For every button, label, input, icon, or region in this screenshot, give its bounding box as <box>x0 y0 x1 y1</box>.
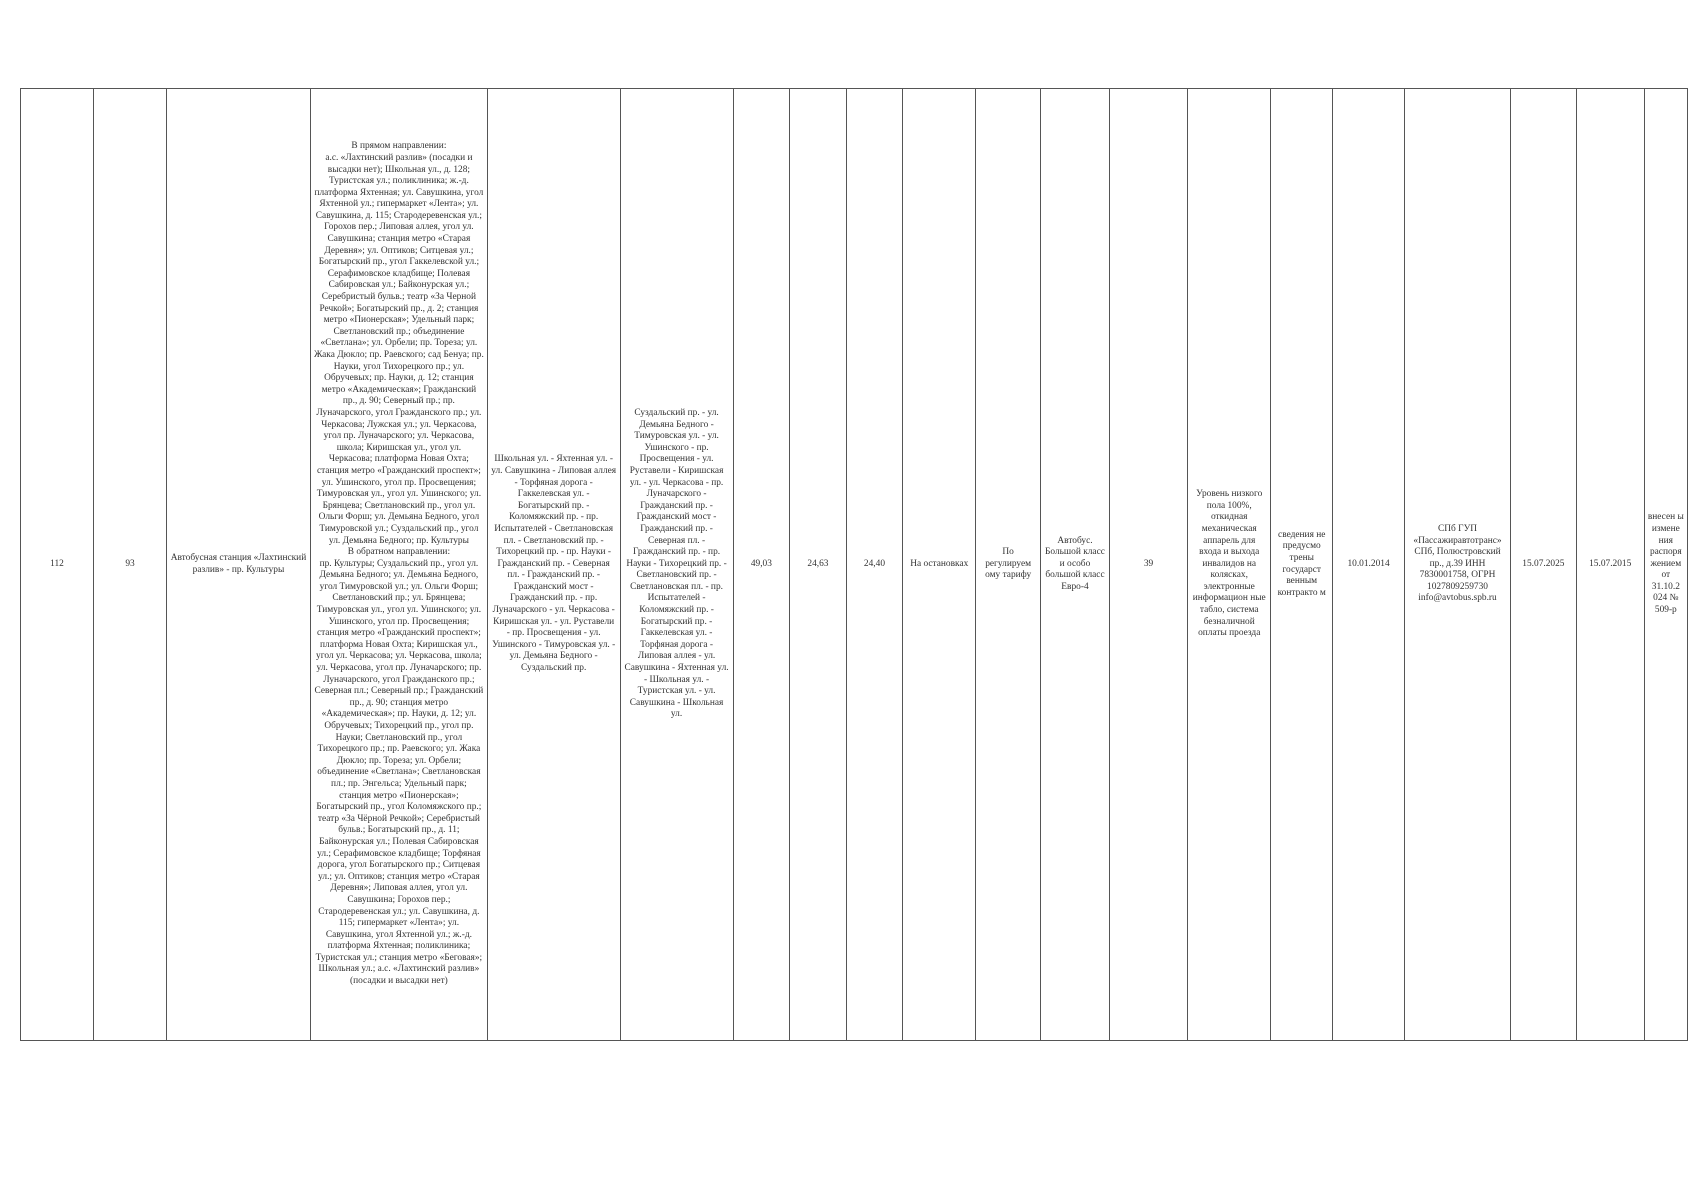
table-row <box>21 89 1688 1041</box>
route-registry-table <box>20 88 1688 1041</box>
registration-number-cell: 112 <box>21 89 94 1041</box>
vehicle-type-cell: Автобус. Большой класс и особо большой класс Евро-4 <box>1041 89 1110 1041</box>
stops-backward-heading: В обратном направлении: <box>347 547 451 558</box>
stop-order-cell: На остановках <box>903 89 976 1041</box>
stops-forward-text: а.с. «Лахтинский разлив» (посадки и высадки нет); Школьная ул., д. 128; Туристская ул.; поликлиника; ж.-д. платформа Яхтенная; ул. Савушкина, угол Яхтенной ул.; гипермаркет «Лента»; ул. Савушкина, д. 115; Стародеревенская ул.; Горохов пер.; Липовая аллея, угол ул. Савушкина; станция метро «Старая Деревня»; ул. Оптиков; Ситцевая ул.; Богатырский пр., угол Гаккелевской ул.; Серафимовское кладбище; Полевая Сабировская ул.; Байконурская ул.; Серебристый бульв.; театр «За Черной Речкой»; Богатырский пр., д. 2; станция метро «Пионерская»; Удельный парк; Светлановский пр.; объединение «Светлана»; ул. Орбели; пр. Тореза; ул. Жака Дюкло; пр. Раевского; сад Бенуа; пр. Науки, угол Тихорецкого пр.; ул. Обручевых; пр. Науки, д. 12; станция метро «Академическая»; Гражданский пр., д. 90; Северный пр.; пр. Луначарского, угол Гражданского пр.; ул. Черкасова; Лужская ул.; ул. Черкасова, угол пр. Луначарского; ул. Черкасова, школа; Киришская ул., угол ул. Черкасова; платформа Новая Охта; станция метро «Гражданский проспект»; ул. Ушинского, угол пр. Просвещения; Тимуровская ул., угол ул. Ушинского; ул. Брянцева; Светлановский пр., угол ул. Ольги Форш; ул. Демьяна Бедного, угол Тимуровской ул.; Суздальский пр., угол ул. Демьяна Бедного; пр. Культуры <box>313 152 484 546</box>
stops-cell <box>310 89 487 1041</box>
notes-cell: внесен ы измене ния распоря жением от 31.10.2 024 № 509-р <box>1644 89 1687 1041</box>
characteristics-cell: Уровень низкого пола 100%, откидная механическая аппарель для входа и выхода инвалидов на колясках, электронные информацион ные табло, система безналичной оплаты проезда <box>1188 89 1271 1041</box>
date-3-cell: 15.07.2015 <box>1576 89 1644 1041</box>
streets-backward-cell: Суздальский пр. - ул. Демьяна Бедного - Тимуровская ул. - ул. Ушинского - пр. Просвещения - ул. Руставели - Киришская ул. - ул. Черкасова - пр. Луначарского - Гражданский пр. - Гражданский мост - Гражданский пр. - Северная пл. - Гражданский пр. - пр. Науки - Тихорецкий пр. - Светлановский пр. - Светлановская пл. - пр. Испытателей - Коломяжский пр. - Богатырский пр. - Гаккелевская ул. - Торфяная дорога - Липовая аллея - ул. Савушкина - Яхтенная ул. - Школьная ул. - Туристская ул. - ул. Савушкина - Школьная ул. <box>620 89 733 1041</box>
schedule-info-cell: сведения не предусмо трены государст венным контракто м <box>1271 89 1333 1041</box>
vehicle-count-cell: 39 <box>1109 89 1187 1041</box>
date-2-cell: 15.07.2025 <box>1510 89 1576 1041</box>
route-number-cell: 93 <box>94 89 167 1041</box>
length-forward-cell: 24,63 <box>790 89 847 1041</box>
stops-backward-text: пр. Культуры; Суздальский пр., угол ул. Демьяна Бедного; ул. Демьяна Бедного, угол Тимуровской ул.; ул. Ольги Форш; Светлановский пр.; ул. Брянцева; Тимуровская ул., угол ул. Ушинского; ул. Ушинского, угол пр. Просвещения; станция метро «Гражданский проспект»; платформа Новая Охта; Киришская ул., угол ул. Черкасова; ул. Черкасова, школа; ул. Черкасова, угол пр. Луначарского; пр. Луначарского, угол Гражданского пр.; Северная пл.; Северный пр.; Гражданский пр., д. 90; станция метро «Академическая»; пр. Науки, д. 12; ул. Обручевых; Тихорецкий пр., угол пр. Науки; Светлановский пр., угол Тихорецкого пр.; пр. Раевского; ул. Жака Дюкло; пр. Тореза; ул. Орбели; объединение «Светлана»; Светлановская пл.; пр. Энгельса; Удельный парк; станция метро «Пионерская»; Богатырский пр., угол Коломяжского пр.; театр «За Чёрной Речкой»; Серебристый бульв.; Богатырский пр., д. 11; Байконурская ул.; Полевая Сабировская ул.; Серафимовское кладбище; Торфяная дорога, угол Богатырского пр.; Ситцевая ул.; ул. Оптиков; станция метро «Старая Деревня»; Липовая аллея, угол ул. Савушкина; Горохов пер.; Стародеревенская ул.; ул. Савушкина, д. 115; гипермаркет «Лента»; ул. Савушкина, угол Яхтенной ул.; ж.-д. платформа Яхтенная; поликлиника; Туристская ул.; станция метро «Беговая»; Школьная ул.; а.с. «Лахтинский разлив» (посадки и высадки нет) <box>314 558 484 987</box>
route-name-cell: Автобусная станция «Лахтинский разлив» - пр. Культуры <box>167 89 311 1041</box>
start-date-cell: 10.01.2014 <box>1333 89 1405 1041</box>
carrier-cell: СПб ГУП «Пассажиравтотранс» СПб, Полюстровский пр., д.39 ИНН 7830001758, ОГРН 1027809259730 info@avtobus.spb.ru <box>1405 89 1511 1041</box>
length-backward-cell: 24,40 <box>846 89 903 1041</box>
fare-type-cell: По регулируем ому тарифу <box>976 89 1041 1041</box>
length-total-cell: 49,03 <box>733 89 790 1041</box>
stops-forward-heading: В прямом направлении: <box>351 141 447 152</box>
streets-forward-cell: Школьная ул. - Яхтенная ул. - ул. Савушкина - Липовая аллея - Торфяная дорога - Гаккелевская ул. - Богатырский пр. - Коломяжский пр. - пр. Испытателей - Светлановская пл. - Светлановский пр. - Тихорецкий пр. - пр. Науки - Гражданский пр. - Северная пл. - Гражданский пр. - Гражданский мост - Гражданский пр. - пр. Луначарского - ул. Черкасова - Киришская ул. - ул. Руставели - пр. Просвещения - ул. Ушинского - Тимуровская ул. - ул. Демьяна Бедного - Суздальский пр. <box>487 89 620 1041</box>
